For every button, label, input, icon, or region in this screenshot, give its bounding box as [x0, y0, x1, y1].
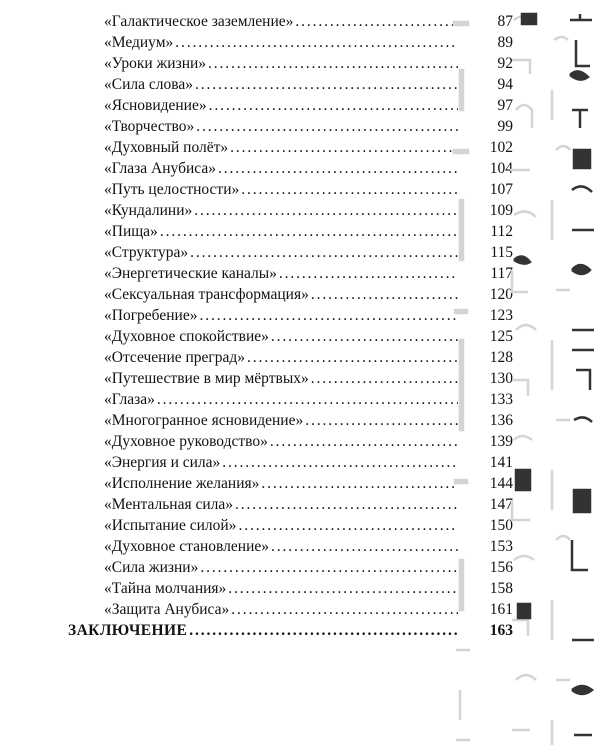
toc-entry-title: «Духовное руководство» . . .: [104, 432, 509, 452]
toc-entry-title: «Галактическое заземление» . . .: [104, 12, 509, 32]
toc-entry-title: «Сила жизни» . . .: [104, 558, 509, 578]
toc-entry-title: «Духовный полёт» . . .: [104, 138, 509, 158]
toc-entry-page: 133: [458, 390, 513, 410]
toc-entry-title: «Глаза» . . .: [104, 390, 509, 410]
toc-entry-page: 97: [458, 96, 513, 116]
toc-entry-page: 158: [458, 579, 513, 599]
toc-entry-title: «Энергетические каналы» . . .: [104, 264, 509, 284]
toc-entry-page: 87: [458, 12, 513, 32]
toc-entry-page: 94: [458, 75, 513, 95]
toc-entry-title: «Сила слова» . . .: [104, 75, 509, 95]
toc-entry-page: 139: [458, 432, 513, 452]
toc-entry-title: «Испытание силой» . . .: [104, 516, 509, 536]
toc-entry-title: «Сексуальная трансформация» . . .: [104, 285, 509, 305]
toc-entry-page: 130: [458, 369, 513, 389]
toc-entry-title: «Путешествие в мир мёртвых» . . .: [104, 369, 509, 389]
toc-entry-page: 115: [458, 243, 513, 263]
toc-entry-page: 112: [458, 222, 513, 242]
toc-entry-title: «Пища» . . .: [104, 222, 509, 242]
toc-conclusion-title: ЗАКЛЮЧЕНИЕ . . .: [68, 621, 509, 641]
toc-entry-title: «Ясновидение» . . .: [104, 96, 509, 116]
toc-entry-page: 125: [458, 327, 513, 347]
toc-entry-title: «Энергия и сила» . . .: [104, 453, 509, 473]
toc-entry-page: 150: [458, 516, 513, 536]
toc-entry-page: 144: [458, 474, 513, 494]
toc-entry-page: 109: [458, 201, 513, 221]
toc-entry-page: 102: [458, 138, 513, 158]
toc-entry-title: «Духовное спокойствие» . . .: [104, 327, 509, 347]
toc-entry-page: 128: [458, 348, 513, 368]
toc-entry-title: «Защита Анубиса» . . .: [104, 600, 509, 620]
toc-entry-title: «Многогранное ясновидение» . . .: [104, 411, 509, 431]
toc-entry-title: «Ментальная сила» . . .: [104, 495, 509, 515]
toc-entry-title: «Погребение» . . .: [104, 306, 509, 326]
toc-entry-page: 147: [458, 495, 513, 515]
toc-entry-page: 161: [458, 600, 513, 620]
toc-entry-page: 99: [458, 117, 513, 137]
toc-entry-page: 123: [458, 306, 513, 326]
toc-entry-title: «Тайна молчания» . . .: [104, 579, 509, 599]
toc-entry-title: «Структура» . . .: [104, 243, 509, 263]
toc-conclusion-page: 163: [458, 621, 513, 641]
toc-entry-title: «Путь целостности» . . .: [104, 180, 509, 200]
toc-entry-title: «Духовное становление» . . .: [104, 537, 509, 557]
toc-entry-page: 141: [458, 453, 513, 473]
toc-entry-title: «Отсечение преград» . . .: [104, 348, 509, 368]
toc-entry-title: «Глаза Анубиса» . . .: [104, 159, 509, 179]
toc-entry-title: «Исполнение желания» . . .: [104, 474, 509, 494]
toc-entry-title: «Творчество» . . .: [104, 117, 509, 137]
toc-entry-title: «Медиум» . . .: [104, 33, 509, 53]
toc-entry-title: «Кундалини» . . .: [104, 201, 509, 221]
toc-entry-page: 104: [458, 159, 513, 179]
toc-entry-page: 156: [458, 558, 513, 578]
toc-entry-page: 89: [458, 33, 513, 53]
toc-entry-title: «Уроки жизни» . . .: [104, 54, 509, 74]
toc-entry-page: 136: [458, 411, 513, 431]
toc-entry-page: 117: [458, 264, 513, 284]
toc-entry-page: 107: [458, 180, 513, 200]
toc-entry-page: 92: [458, 54, 513, 74]
toc-entry-page: 120: [458, 285, 513, 305]
toc-entry-page: 153: [458, 537, 513, 557]
